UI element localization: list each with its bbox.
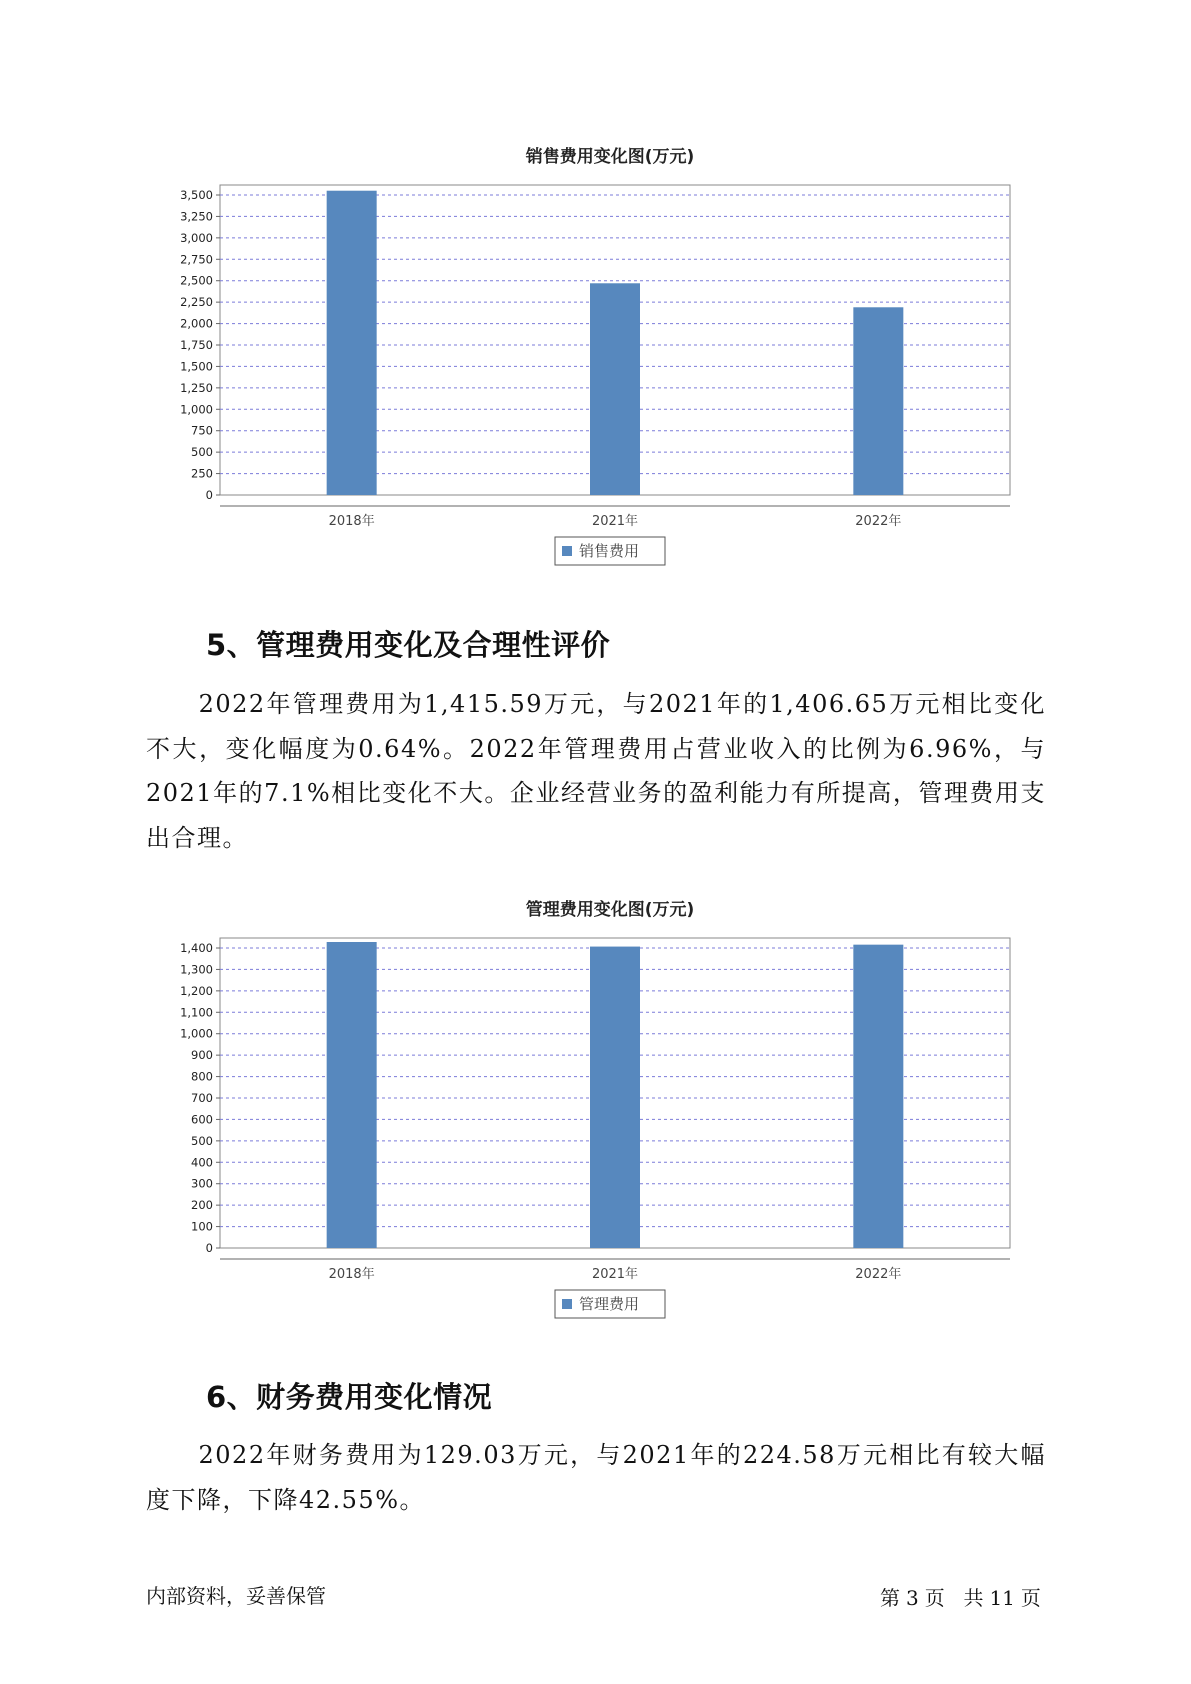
legend-label: 管理费用 bbox=[579, 1295, 640, 1313]
y-tick-label: 200 bbox=[191, 1198, 213, 1213]
total-prefix: 共 bbox=[963, 1586, 984, 1610]
y-tick-label: 0 bbox=[205, 1241, 213, 1255]
section-paragraph-6: 2022年财务费用为129.03万元，与2021年的224.58万元相比有较大幅度下降，下降42.55%。 bbox=[146, 1441, 1046, 1514]
bar bbox=[590, 947, 640, 1248]
y-tick-label: 500 bbox=[191, 445, 213, 460]
y-tick-label: 400 bbox=[191, 1155, 213, 1170]
admin-expense-chart bbox=[140, 893, 1040, 1353]
y-tick-label: 100 bbox=[191, 1219, 213, 1234]
legend-swatch bbox=[562, 1299, 572, 1309]
y-tick-label: 900 bbox=[191, 1048, 213, 1063]
footer-page-info bbox=[880, 1582, 1047, 1611]
y-tick-label: 3,000 bbox=[180, 230, 213, 245]
page-unit: 页 bbox=[924, 1586, 945, 1610]
y-tick-label: 1,000 bbox=[180, 402, 213, 417]
sales-expense-chart bbox=[140, 140, 1040, 600]
y-tick-label: 700 bbox=[191, 1091, 213, 1105]
y-tick-label: 300 bbox=[191, 1176, 213, 1191]
x-tick-label: 2022年 bbox=[855, 514, 902, 529]
chart-title: 管理费用变化图(万元) bbox=[525, 900, 695, 920]
section-heading-5: 5、管理费用变化及合理性评价 bbox=[206, 628, 611, 662]
page-prefix: 第 bbox=[880, 1586, 900, 1610]
sales-expense-chart-svg bbox=[140, 140, 1040, 600]
y-tick-label: 2,500 bbox=[180, 273, 213, 288]
x-tick-label: 2021年 bbox=[591, 514, 639, 529]
y-tick-label: 2,000 bbox=[180, 316, 213, 331]
admin-expense-chart-svg bbox=[140, 893, 1040, 1353]
legend-swatch bbox=[562, 546, 572, 556]
y-tick-label: 500 bbox=[191, 1133, 213, 1148]
legend-label: 销售费用 bbox=[579, 542, 640, 560]
footer-confidential-note: 内部资料，妥善保管 bbox=[146, 1584, 326, 1608]
y-tick-label: 1,400 bbox=[180, 941, 213, 955]
section-paragraph-5: 2022年管理费用为1,415.59万元，与2021年的1,406.65万元相比变化不大，变化幅度为0.64%。2022年管理费用占营业收入的比例为6.96%，与2021年的7.1%相比变化不大。企业经营业务的盈利能力有所提高，管理费用支出合理。 bbox=[146, 690, 1046, 852]
total-pages: 11 bbox=[989, 1586, 1015, 1610]
bar bbox=[327, 942, 377, 1248]
y-tick-label: 800 bbox=[191, 1069, 213, 1084]
page-number: 3 bbox=[906, 1586, 919, 1610]
y-tick-label: 2,750 bbox=[180, 252, 213, 267]
y-tick-label: 0 bbox=[205, 488, 213, 502]
total-unit: 页 bbox=[1020, 1586, 1041, 1610]
y-tick-label: 1,500 bbox=[180, 359, 213, 374]
y-tick-label: 1,300 bbox=[180, 962, 213, 977]
bar bbox=[590, 283, 640, 495]
y-tick-label: 1,100 bbox=[180, 1005, 213, 1020]
x-tick-label: 2021年 bbox=[591, 1267, 639, 1282]
y-tick-label: 3,500 bbox=[180, 188, 213, 202]
y-tick-label: 3,250 bbox=[180, 209, 213, 224]
x-tick-label: 2018年 bbox=[328, 514, 375, 529]
bar bbox=[853, 307, 903, 495]
y-tick-label: 600 bbox=[191, 1112, 213, 1127]
x-tick-label: 2018年 bbox=[328, 1267, 375, 1282]
y-tick-label: 1,000 bbox=[180, 1026, 213, 1041]
y-tick-label: 250 bbox=[191, 466, 213, 481]
section-heading-6: 6、财务费用变化情况 bbox=[206, 1380, 493, 1414]
chart-title: 销售费用变化图(万元) bbox=[525, 147, 695, 167]
y-tick-label: 750 bbox=[191, 423, 213, 438]
y-tick-label: 2,250 bbox=[180, 295, 213, 310]
y-tick-label: 1,750 bbox=[180, 338, 213, 352]
y-tick-label: 1,200 bbox=[180, 983, 213, 998]
bar bbox=[327, 191, 377, 495]
x-tick-label: 2022年 bbox=[855, 1267, 902, 1282]
y-tick-label: 1,250 bbox=[180, 380, 213, 395]
bar bbox=[853, 945, 903, 1248]
